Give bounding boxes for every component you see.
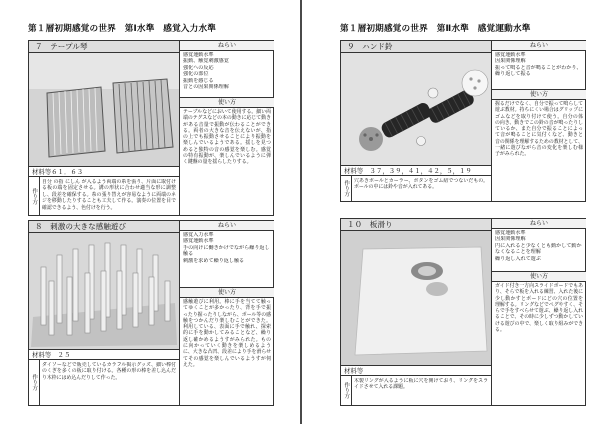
card-title: １０ 板滑り: [341, 219, 491, 231]
usage-section: [491, 271, 586, 405]
card-title: ８ 刺激の大きな感触遊び: [29, 221, 179, 233]
photo-board-slide: [341, 231, 492, 365]
aims-section: [491, 219, 586, 271]
aims-list: [180, 231, 274, 265]
aim-item: 強化の部位: [183, 71, 209, 78]
making-text: 自分 の指 にしん が入るよう両端の糸を張り、片面に取付ける板の端を固定させる。溝の形状に合わせ適当な形に調整し、段差を確保する。糸の張り替えが容易なように両端のネジを移動したりすることも工夫して作る。演奏の位置を目で確認できるよう、色付けを行う。: [42, 179, 176, 211]
page-divider: [300, 0, 302, 424]
aim-item: 因果関係理解: [495, 58, 526, 65]
aim-item: 感覚運動水準: [183, 238, 214, 245]
right-page: [304, 0, 604, 424]
photo-hand-bell: [341, 53, 492, 165]
aim-item: 振って鳴ると音が鳴ることがわかり、繰り返して振る: [495, 64, 582, 78]
usage-heading: 使い方: [492, 272, 586, 282]
usage-section: [179, 97, 274, 215]
usage-heading: 使い方: [180, 98, 274, 108]
making-label: 作り方: [341, 376, 352, 405]
peg-board-illustration: [29, 233, 179, 349]
aims-heading: ねらい: [492, 41, 586, 51]
usage-text: 感触遊びに利用。棒に手を当てて触ってゆくことが多かったり、背を手で振ったり握ったりしながら、ボール等の感触をつかんだり楽しむことができた。利用している、表面に手で触れ、探索的に手を動かしてみることなど、繰り返し確かめるようすがみられた。ものに向かっていく動きを楽しめるように、大きな凸凹、段差により手を滑らせてその感覚を楽しんでいるようすが伺えた。: [183, 299, 271, 368]
photo-table-harp: [29, 53, 180, 166]
aims-section: [179, 221, 274, 287]
aim-item: 円に入れると少なくとも動かして動かなくなることを理解: [495, 242, 582, 256]
usage-text: ガイド付き一方向スライドボードでもあり、そらで板を入れる練習、入れた後に少し動かすとボードにどの穴の位置を理解する。リングなどでペグやすく、そらで手をすべらせて遊ぶ、繰り返し入れることで、その時に少しずつ動かしていける遊びの中で、楽しく取り組みができる。: [495, 283, 583, 334]
aim-item: 繰り返し入れて遊ぶ: [495, 255, 541, 262]
aim-item: 感覚運動水準: [183, 52, 214, 58]
photo-tactile-play: [29, 233, 180, 349]
making-section: [29, 359, 179, 405]
card-title: ７ テープル琴: [29, 41, 179, 53]
material-number: 材料等６１．６３: [29, 166, 179, 176]
aims-section: [179, 41, 274, 97]
usage-section: [491, 89, 586, 201]
aims-list: [492, 229, 586, 263]
aim-item: 強化への反応: [183, 64, 214, 71]
hand-bell-illustration: [341, 53, 491, 165]
material-number: 材料等 ３７，３９，４１，４２，５，１９: [341, 165, 491, 175]
making-text: ダイソーなどで販売しているカラフル掲示グッズ、細い棒付のくぎを多くの板に取り付ける。各種の形の棒を差し込んだり木枠にはめ込んだりして作った。: [42, 362, 176, 381]
page-title: 第１層初期感覚の世界 第Ⅰ水準 感覚入力水準: [28, 24, 217, 34]
aims-heading: ねらい: [492, 219, 586, 229]
aim-item: 因果関係理解: [495, 236, 526, 243]
aims-heading: ねらい: [180, 41, 274, 51]
usage-text: テーブルなどにおいて使用する。細い両端のテグスなどの本の動きに応じて動きがある音量で振動が伝わることができる。両者の大きな音を伝えないが、指の上でも振動させることにより振動を楽しんでいるようである。揺しを見つめると独特の音の感覚を楽しむ。感覚の特有振動が、楽しんでいるように弾く鍵盤の量を揺らしたりする。: [183, 109, 271, 166]
aims-section: [491, 41, 586, 89]
aims-heading: ねらい: [180, 221, 274, 231]
aim-item: 振動、触覚刺激感覚: [183, 58, 229, 65]
usage-heading: 使い方: [180, 288, 274, 298]
page-title: 第１層初期感覚の世界 第Ⅱ水準 感覚運動水準: [340, 24, 531, 34]
aim-item: 手の向けに働きかけでながら繰り返し触る: [183, 244, 270, 258]
making-section: [341, 175, 491, 201]
making-label: 作り方: [341, 176, 352, 201]
card-hand-bell: [340, 40, 586, 202]
making-text: 木製リングが入るように板に穴を開けており、リングをスライドさせて入れる課題。: [354, 378, 488, 391]
card-title: ９ ハンド鈴: [341, 41, 491, 53]
table-harp-illustration: [29, 53, 179, 166]
aims-list: [180, 51, 274, 91]
card-tactile-play: [28, 220, 274, 406]
aim-item: 感覚運動水準: [495, 52, 526, 58]
aim-item: 感覚運動水準: [495, 230, 526, 236]
usage-text: 握るだけでなく、自分で振って鳴らして遊ぶ教材。持ちにくい場合はグリップにゴムなどを取り付けて使う。自分の体の向き、動きでこの鈴の音が鳴ったりしているか、また自分で振ることによって音が鳴ることに気付くなど、動きと音の関係を理解するための教材として、一緒に遊びながら音の変化を楽しむ様子がみられた。: [495, 101, 583, 158]
making-text: 穴あきボールとカーラー、ボタンをゴム紐でつないだもの。ボールの中には鈴や音が入れてある。: [354, 178, 488, 191]
making-label: 作り方: [29, 360, 40, 405]
making-label: 作り方: [29, 177, 40, 215]
card-board-slide: [340, 218, 586, 406]
aims-list: [492, 51, 586, 79]
left-page: [0, 0, 300, 424]
making-section: [29, 176, 179, 215]
usage-section: [179, 287, 274, 405]
aim-item: 刺激を求めて繰り返し触る: [183, 257, 245, 264]
aim-item: 感覚入力水準: [183, 232, 214, 238]
material-number: 材料等 ２５: [29, 349, 179, 359]
making-section: [341, 375, 491, 405]
aim-item: 音との因果関係理解: [183, 84, 229, 91]
board-slide-illustration: [341, 231, 491, 365]
aim-item: 振動を感じる: [183, 77, 214, 84]
usage-heading: 使い方: [492, 90, 586, 100]
material-number: 材料等: [341, 365, 491, 375]
card-table-harp: [28, 40, 274, 216]
